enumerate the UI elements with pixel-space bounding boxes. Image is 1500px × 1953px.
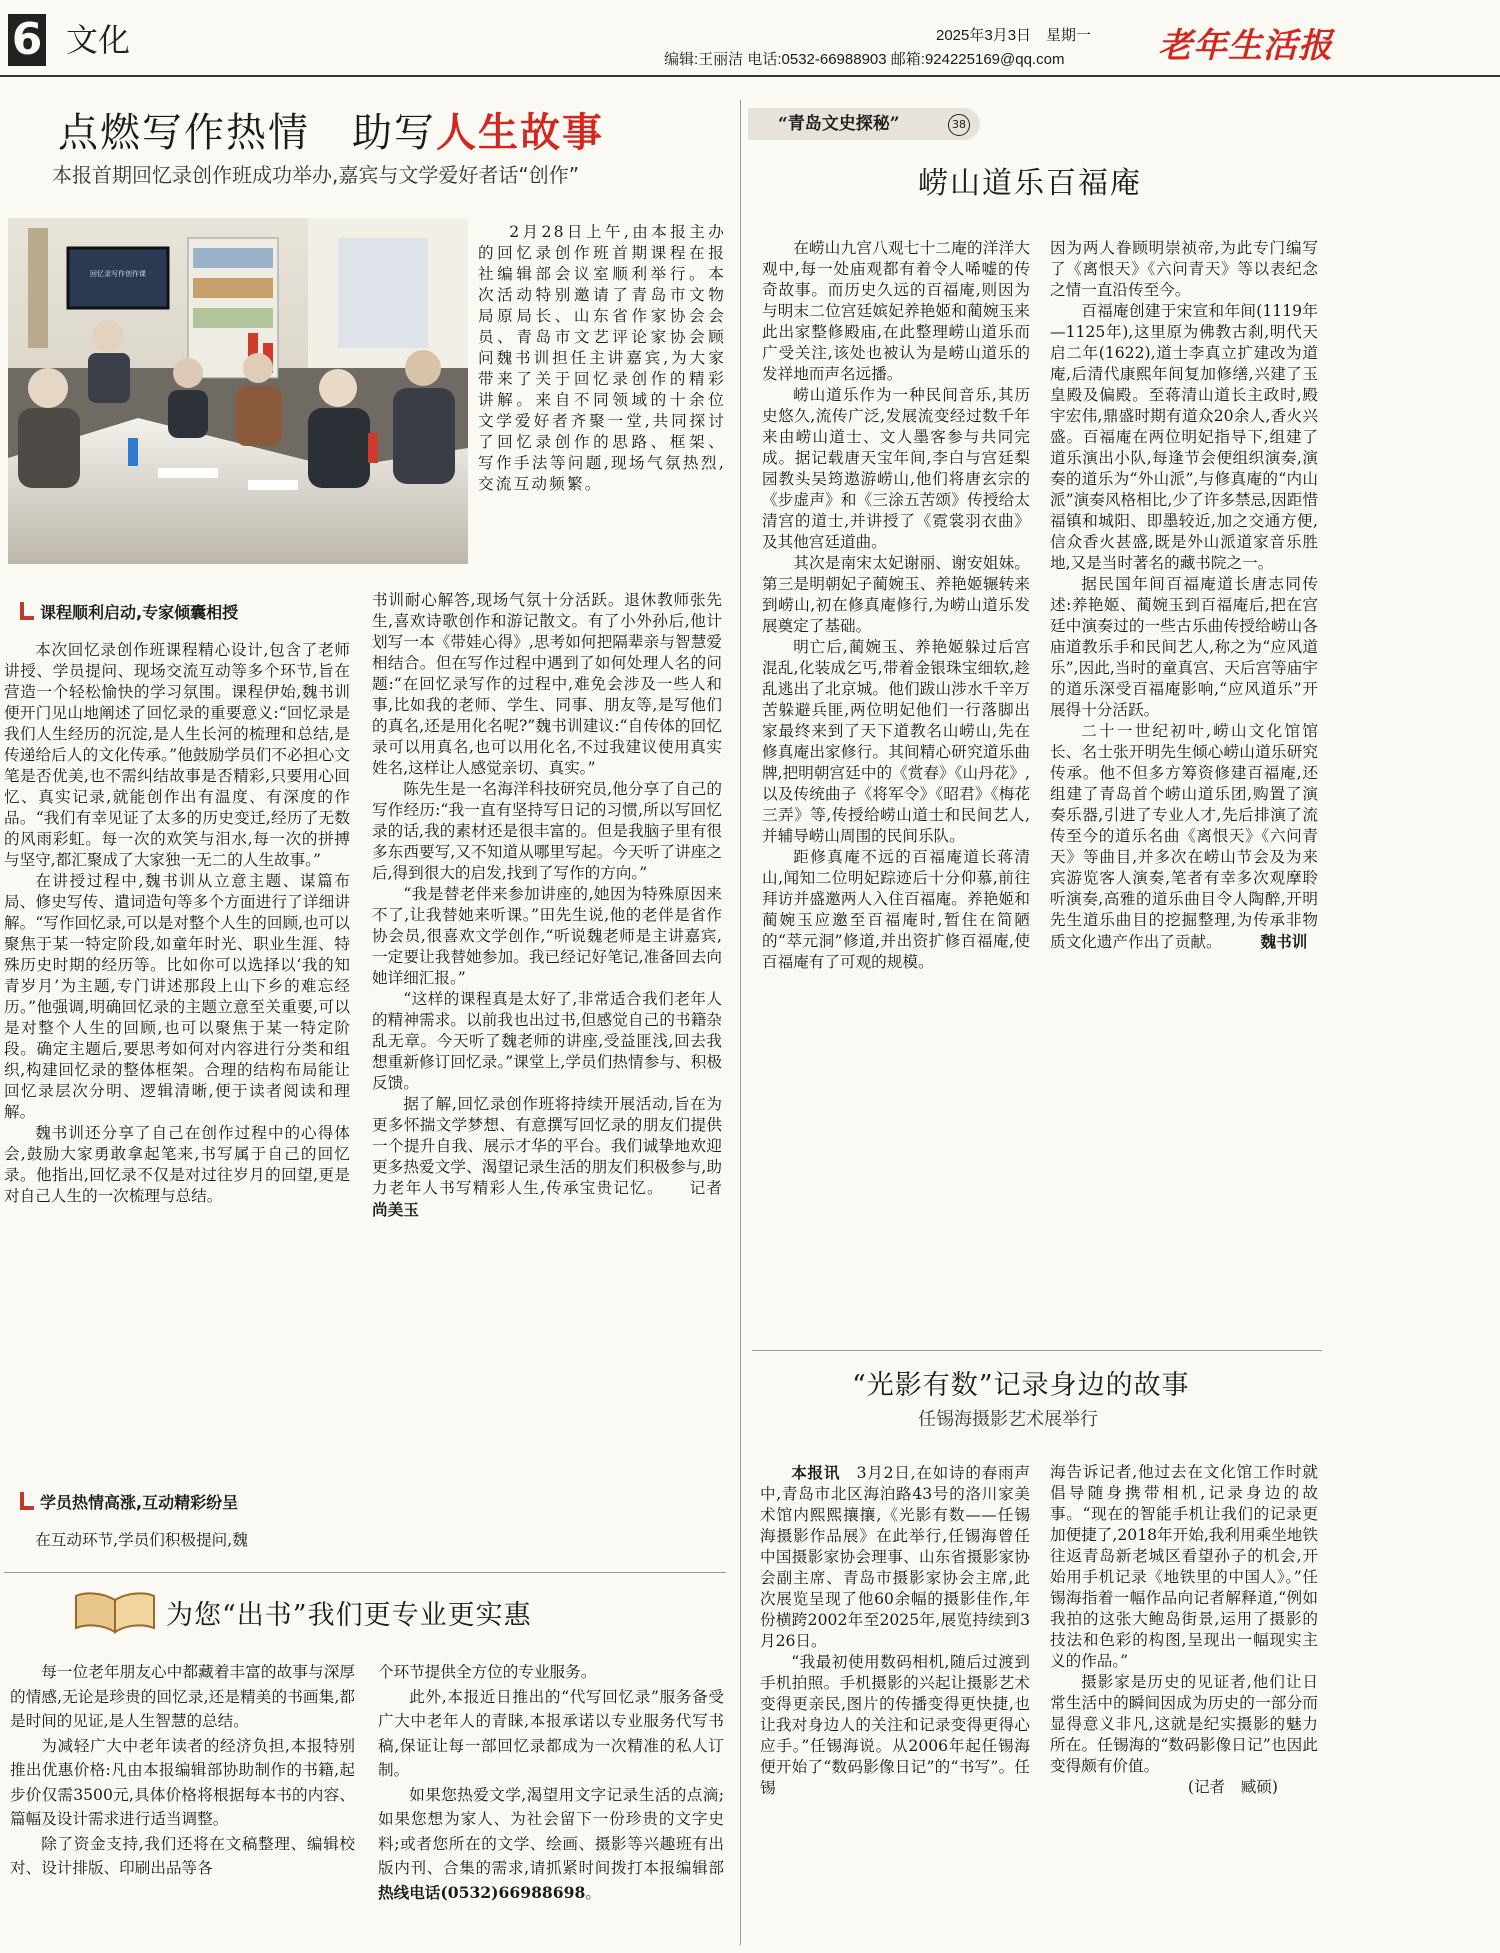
- paragraph: 明亡后,蔺婉玉、养艳姬躲过后宫混乱,化装成乞丐,带着金银珠宝细软,趁乱逃出了北京城。他们跋山涉水千辛万苦躲避兵匪,两位明妃他们一行落脚出家最终来到了天下道教名山崂山,先在修真庵出家修行。其间精心研究道乐曲牌,把明朝宫廷中的《赏春》《山丹花》,以及传统曲子《将军令》《昭君》《梅花三弄》等,传授给崂山道士和民间艺人,并辅导崂山周围的民间乐队。: [762, 638, 1030, 845]
- paragraph: 除了资金支持,我们还将在文稿整理、编辑校对、设计排版、印刷出品等各: [10, 1834, 355, 1877]
- paragraph: 书训耐心解答,现场气氛十分活跃。退休教师张先生,喜欢诗歌创作和游记散文。有了小外孙后,他计划写一本《带娃心得》,思考如何把隔辈亲与智慧爱相结合。但在写作过程中遇到了如何处理人名的问题:“在回忆录写作的过程中,难免会涉及一些人和事,比如我的老师、学生、同事、朋友等,是写他们的真名,还是用化名呢?”魏书训建议:“自传体的回忆录可以用真名,也可以用化名,不过我建议使用真实姓名,这样让人感觉亲切、真实。”: [372, 591, 722, 777]
- article3-col2: [1050, 1462, 1318, 1946]
- paragraph: 在崂山九宫八观七十二庵的洋洋大观中,每一处庙观都有着令人唏嘘的传奇故事。而历史久远的百福庵,则因为与明末二位宫廷嫔妃养艳姬和蔺婉玉来此出家整修殿庙,在此整理崂山道乐而广受关注,该处也被认为是崂山道乐的发祥地而声名远播。: [762, 239, 1030, 383]
- classroom-photo-illustration: [8, 218, 468, 564]
- subhead-1-label: 课程顺利启动,专家倾囊相授: [40, 603, 239, 622]
- paragraph: 在讲授过程中,魏书训从立意主题、谋篇布局、修史写传、遣词造句等多个方面进行了详细讲解。“写作回忆录,可以是对整个人生的回顾,也可以聚焦于某一特定阶段,如童年时光、职业生涯、特殊历史时期的经历等。比如你可以选择以‘我的知青岁月’为主题,专门讲述那段上山下乡的难忘经历。”他强调,明确回忆录的主题立意至关重要,可以是对整个人生的回顾,也可以聚焦于某一特定阶段。确定主题后,要思考如何对内容进行分类和组织,构建回忆录的整体框架。合理的结构布局能让回忆录层次分明、逻辑清晰,便于读者阅读和理解。: [4, 872, 350, 1121]
- ad-col1: [10, 1660, 355, 1930]
- paragraph: 此外,本报近日推出的“代写回忆录”服务备受广大中老年人的青睐,本报承诺以专业服务代写书稿,保证让每一部回忆录都成为一次精准的私人订制。: [378, 1687, 724, 1779]
- byline-label: 记者: [689, 1179, 722, 1197]
- paragraph: “我是替老伴来参加讲座的,她因为特殊原因来不了,让我替她来听课。”田先生说,他的老伴是省作协会员,很喜欢文学创作,“听说魏老师是主讲嘉宾,一定要让我替她参加。我已经记好笔记,准备回去向她详细汇报。”: [372, 885, 722, 987]
- paragraph: 个环节提供全方位的专业服务。: [378, 1663, 597, 1681]
- paragraph-text: 据了解,回忆录创作班将持续开展活动,旨在为更多怀揣文学梦想、有意撰写回忆录的朋友们提供一个提升自我、展示才华的平台。我们诚挚地欢迎更多热爱文学、渴望记录生活的朋友们积极参与,助力老年人书写精彩人生,传承宝贵记忆。: [372, 1095, 722, 1197]
- subhead-2-label: 学员热情高涨,互动精彩纷呈: [40, 1493, 239, 1512]
- article1-title-part1: 点燃写作热情 助写: [58, 110, 436, 156]
- paragraph: 海告诉记者,他过去在文化馆工作时就倡导随身携带相机,记录身边的故事。“现在的智能手机让我们的记录更加便捷了,2018年开始,我利用乘坐地铁往返青岛新老城区看望孙子的机会,开始用手机记录《地铁里的中国人》。”任锡海指着一幅作品向记者解释道,“例如我拍的这张大鲍岛街景,运用了摄影的技法和色彩的构图,呈现出一幅现实主义的作品。”: [1050, 1463, 1318, 1670]
- article2-title: 崂山道乐百福庵: [918, 166, 1142, 201]
- column-divider: [740, 100, 741, 1945]
- photo-screen-text: 回忆录写作创作课: [90, 270, 146, 278]
- paragraph: [760, 1462, 1030, 1652]
- paragraph: 据民国年间百福庵道长唐志同传述:养艳姬、蔺婉玉到百福庵后,把在宫廷中演奏过的一些古乐曲传授给崂山各庙道教乐手和民间艺人,称之为“应风道乐”,因此,当时的童真宫、天后宫等庙宇的道乐深受百福庵影响,“应风道乐”开展得十分活跃。: [1050, 575, 1318, 719]
- article1-title: [58, 108, 604, 158]
- article1-col1: [4, 640, 350, 1485]
- editor-contact: 编辑:王丽洁 电话:0532-66988903 邮箱:924225169@qq.com: [664, 51, 1065, 68]
- ad-title: 为您“出书”我们更专业更实惠: [166, 1600, 532, 1631]
- section-rule: [4, 1572, 726, 1573]
- paragraph: 为减轻广大中老年读者的经济负担,本报特别推出优惠价格:凡由本报编辑部协助制作的书籍,起步价仅需3500元,具体价格将根据每本书的内容、篇幅及设计需求进行适当调整。: [10, 1736, 355, 1828]
- article2-col1: [762, 238, 1030, 1336]
- article1-subhead-2: [20, 1492, 238, 1514]
- article2-author: 魏书训: [1260, 932, 1308, 951]
- paragraph: [1050, 721, 1318, 953]
- article3-byline: (记者 臧硕): [1187, 1778, 1278, 1796]
- paragraph-text: 3月2日,在如诗的春雨声中,青岛市北区海泊路43号的洛川家美术馆内熙熙攘攘,《光影有数——任锡海摄影作品展》在此举行,任锡海曾任中国摄影家协会理事、山东省摄影家协会副主席、青岛市摄影家协会主席,此次展览呈现了他60余幅的摄影佳作,年份横跨2002年至2025年,展览持续到3月26日。: [760, 1464, 1030, 1650]
- paragraph: 因为两人眷顾明崇祯帝,为此专门编写了《离恨天》《六问青天》等以表纪念之情一直沿传至今。: [1050, 239, 1318, 299]
- section-name: 文化: [66, 21, 131, 59]
- section-rule: [752, 1350, 1322, 1351]
- subhead-marker-icon: [20, 602, 34, 620]
- column-tag: [748, 108, 980, 140]
- book-svg: [72, 1590, 158, 1634]
- article2-col2: [1050, 238, 1318, 1336]
- article3-title: “光影有数”记录身边的故事: [852, 1370, 1190, 1401]
- paragraph: [378, 1783, 724, 1906]
- paragraph: 陈先生是一名海洋科技研究员,他分享了自己的写作经历:“我一直有坚持写日记的习惯,所以写回忆录的话,我的素材还是很丰富的。但是我脑子里有很多东西要写,又不知道从哪里写起。今天听了讲座之后,得到很大的启发,找到了写作的方向。”: [372, 780, 722, 882]
- lead-label: 本报讯: [791, 1463, 841, 1482]
- column-tag-label: “青岛文史探秘”: [778, 114, 900, 134]
- paragraph: 其次是南宋太妃谢丽、谢安姐妹。第三是明朝妃子蔺婉玉、养艳姬辗转来到崂山,初在修真庵修行,为崂山道乐发展奠定了基础。: [762, 554, 1030, 635]
- article1-intro: [478, 222, 726, 568]
- article1-col2: [372, 590, 722, 1556]
- article1-col1-tail: [4, 1530, 350, 1554]
- paragraph-text: 如果您热爱文学,渴望用文字记录生活的点滴;如果您想为家人、为社会留下一份珍贵的文字史料;或者您所在的文学、绘画、摄影等兴趣班有出版内刊、合集的需求,请抓紧时间拨打本报编辑部: [378, 1785, 724, 1877]
- open-book-icon: [72, 1590, 158, 1634]
- header-rule: [0, 75, 1500, 77]
- hotline-number: 热线电话(0532)66988698: [378, 1882, 586, 1902]
- column-number-badge: 38: [948, 114, 970, 136]
- paragraph: 每一位老年朋友心中都藏着丰富的故事与深厚的情感,无论是珍贵的回忆录,还是精美的书画集,都是时间的见证,是人生智慧的总结。: [10, 1663, 355, 1730]
- paragraph-text: 二十一世纪初叶,崂山文化馆馆长、名士张开明先生倾心崂山道乐研究传承。他不但多方筹资修建百福庵,还组建了青岛首个崂山道乐团,购置了演奏乐器,引进了专业人才,先后排演了流传至今的道乐名曲《离恨天》《六问青天》等曲目,并多次在崂山节会及为来宾游览客人演奏,笔者有幸多次观摩聆听演奏,高雅的道乐曲目令人陶醉,开明先生道乐曲目的挖掘整理,为传承非物质文化遗产作出了贡献。: [1050, 722, 1318, 951]
- article3-col1: [760, 1462, 1030, 1946]
- paragraph: 在互动环节,学员们积极提问,魏: [35, 1531, 248, 1549]
- ad-col2: [378, 1660, 724, 1930]
- paragraph: [372, 1094, 722, 1221]
- article3-subtitle: 任锡海摄影艺术展举行: [918, 1409, 1098, 1430]
- paragraph: 崂山道乐作为一种民间音乐,其历史悠久,流传广泛,发展流变经过数千年来由崂山道士、文人墨客参与共同完成。据记载唐天宝年间,李白与宫廷梨园教头吴筠遨游崂山,他们将唐玄宗的《步虚声》和《三涂五苦颂》传授给太清宫的道士,并讲授了《霓裳羽衣曲》及其他宫廷道曲。: [762, 386, 1030, 551]
- paragraph: 距修真庵不远的百福庵道长蒋清山,闻知二位明妃踪迹后十分仰慕,前往拜访并盛邀两人入住百福庵。养艳姬和蔺婉玉应邀至百福庵时,暂住在简陋的“萃元洞”修道,并出资扩修百福庵,使百福庵有了可观的规模。: [762, 848, 1030, 971]
- subhead-marker-icon: [20, 1492, 34, 1510]
- paragraph: 魏书训还分享了自己在创作过程中的心得体会,鼓励大家勇敢拿起笔来,书写属于自己的回忆录。他指出,回忆录不仅是对过往岁月的回望,更是对自己人生的一次梳理与总结。: [4, 1124, 350, 1205]
- paragraph: 百福庵创建于宋宣和年间(1119年—1125年),这里原为佛教古刹,明代天启二年(1622),道士李真立扩建改为道庵,后清代康熙年间复加修缮,兴建了玉皇殿及偏殿。至蒋清山道长主政时,殿宇宏伟,鼎盛时期有道众20余人,香火兴盛。百福庵在两位明妃指导下,组建了道乐演出小队,每逢节会便组织演奏,演奏的道乐为“外山派”,与修真庵的“内山派”演奏风格相比,少了许多禁忌,因距惜福镇和城阳、即墨较近,加之交通方便,信众香火甚盛,既是外山派道家音乐胜地,又是当时著名的藏书院之一。: [1050, 302, 1318, 572]
- article1-intro-text: 2月28日上午,由本报主办的回忆录创作班首期课程在报社编辑部会议室顺利举行。本次活动特别邀请了青岛市文物局原局长、山东省作家协会会员、青岛市文艺评论家协会顾问魏书训担任主讲嘉宾,为大家带来了关于回忆录创作的精彩讲解。来自不同领域的十余位文学爱好者齐聚一堂,共同探讨了回忆录创作的思路、框架、写作手法等问题,现场气氛热烈,交流互动频繁。: [478, 223, 726, 493]
- byline-name: 尚美玉: [372, 1200, 419, 1219]
- article1-subhead-1: [20, 602, 238, 624]
- article1-subtitle: 本报首期回忆录创作班成功举办,嘉宾与文学爱好者话“创作”: [52, 163, 580, 187]
- class-photo: [8, 218, 468, 564]
- page-number: 6: [8, 14, 46, 66]
- paragraph: “这样的课程真是太好了,非常适合我们老年人的精神需求。以前我也出过书,但感觉自己的书籍杂乱无章。今天听了魏老师的讲座,受益匪浅,回去我想重新修订回忆录。”课堂上,学员们热情参与、积极反馈。: [372, 990, 722, 1092]
- paragraph: “我最初使用数码相机,随后过渡到手机拍照。手机摄影的兴起让摄影艺术变得更亲民,图片的传播变得更快捷,也让我对身边人的关注和记录变得更得心应手。”任锡海说。从2006年起任锡海便开始了“数码影像日记”的“书写”。任锡: [760, 1653, 1030, 1797]
- newspaper-logo: 老年生活报: [1158, 26, 1333, 66]
- hotline-end: 。: [585, 1883, 601, 1902]
- issue-date: 2025年3月3日 星期一: [936, 27, 1092, 44]
- article1-title-part2: 人生故事: [436, 109, 604, 156]
- paragraph: 本次回忆录创作班课程精心设计,包含了老师讲授、学员提问、现场交流互动等多个环节,旨在营造一个轻松愉快的学习氛围。课程伊始,魏书训便开门见山地阐述了回忆录的重要意义:“回忆录是我们人生经历的沉淀,是人生长河的梳理和总结,是传递给后人的文化传承。”他鼓励学员们不必担心文笔是否优美,也不需纠结故事是否精彩,只要用心回忆、真实记录,就能创作出有温度、有深度的作品。“我们有幸见证了太多的历史变迁,经历了无数的风雨彩虹。每一次的欢笑与泪水,每一次的拼搏与坚守,都汇聚成了大家独一无二的人生故事。”: [4, 641, 350, 869]
- paragraph: 摄影家是历史的见证者,他们让日常生活中的瞬间因成为历史的一部分而显得意义非凡,这就是纪实摄影的魅力所在。任锡海的“数码影像日记”也因此变得颇有价值。: [1050, 1673, 1318, 1775]
